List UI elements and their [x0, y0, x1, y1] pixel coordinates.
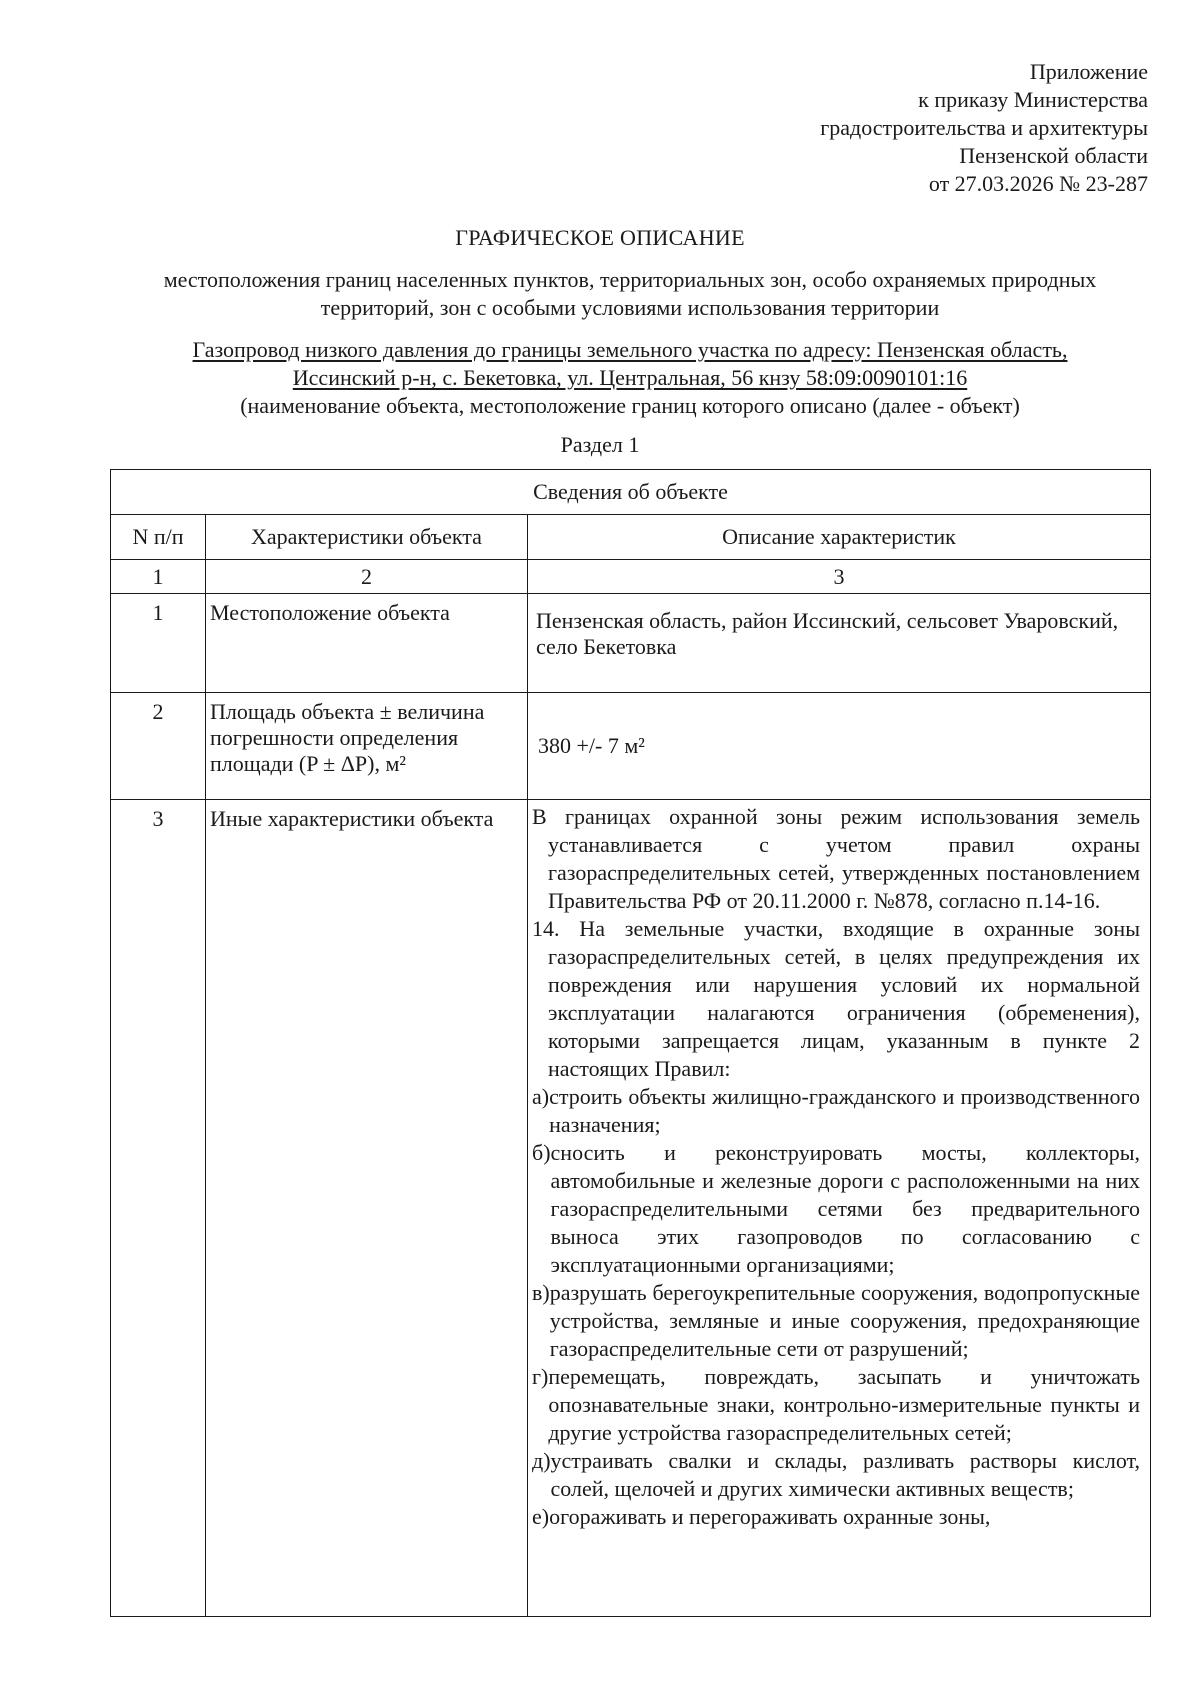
- appendix-block: [820, 58, 1148, 198]
- row-label: Местоположение объекта: [206, 594, 528, 693]
- table-column-numbers-row: [111, 560, 1151, 594]
- object-info-table: [110, 469, 1151, 1617]
- table-header-row: [111, 515, 1151, 560]
- object-name-note: (наименование объекта, местоположение границ которого описано (далее - объект): [240, 393, 1020, 418]
- appendix-line: Приложение: [1029, 59, 1148, 84]
- item-marker: е): [532, 1504, 550, 1529]
- row-value: Пензенская область, район Иссинский, сельсовет Уваровский, село Бекетовка: [528, 594, 1151, 693]
- row-label: Иные характеристики объекта: [206, 800, 528, 1617]
- restriction-item: [532, 1363, 1140, 1447]
- restriction-item: [532, 1279, 1140, 1363]
- item-marker: б): [532, 1140, 551, 1165]
- restriction-item: [532, 1083, 1140, 1139]
- item-text: перемещать, повреждать, засыпать и уничтожать опознавательные знаки, контрольно-измерительные пункты и другие устройства газораспределительных сетей;: [548, 1364, 1140, 1445]
- object-name-line-2: Иссинский р-н, с. Бекетовка, ул. Центральная, 56 кнзу 58:09:0090101:16: [292, 365, 968, 390]
- section-heading: Раздел 1: [560, 432, 640, 457]
- restriction-item: [532, 1447, 1140, 1503]
- item-marker: а): [532, 1084, 550, 1109]
- table-caption: Сведения об объекте: [111, 470, 1151, 515]
- item-marker: д): [532, 1448, 551, 1473]
- row-number: 2: [111, 693, 206, 800]
- object-name-block: [110, 336, 1150, 420]
- appendix-line: к приказу Министерства: [918, 87, 1148, 112]
- header-number: N п/п: [111, 515, 206, 560]
- table-row: [111, 693, 1151, 800]
- row-value: 380 +/- 7 м²: [528, 693, 1151, 800]
- item-marker: в): [532, 1280, 550, 1305]
- item-text: разрушать берегоукрепительные сооружения, водопропускные устройства, земляные и иные сооружения, предохраняющие газораспределительные сети от разрушений;: [549, 1280, 1140, 1361]
- restriction-item: [532, 1503, 1140, 1531]
- row-number: 1: [111, 594, 206, 693]
- document-subtitle: местоположения границ населенных пунктов, территориальных зон, особо охраняемых природных территорий, зон с особыми условиями использования территории: [163, 267, 1097, 320]
- appendix-line: градостроительства и архитектуры: [820, 115, 1148, 140]
- appendix-line: Пензенской области: [959, 143, 1148, 168]
- item-text: строить объекты жилищно-гражданского и производственного назначения;: [549, 1084, 1140, 1137]
- document-title: ГРАФИЧЕСКОЕ ОПИСАНИЕ: [455, 225, 745, 250]
- table-row: [111, 800, 1151, 1617]
- restrictions-intro: В границах охранной зоны режим использования земель устанавливается с учетом правил охраны газораспределительных сетей, утвержденных постановлением Правительства РФ от 20.11.2000 г. №878, согласно п.14-16.: [532, 804, 1140, 913]
- column-number: 2: [206, 560, 528, 594]
- restrictions-clause-14: 14. На земельные участки, входящие в охранные зоны газораспределительных сетей, в целях предупреждения их повреждения или нарушения условий их нормальной эксплуатации налагаются ограничения (обременения), которыми запрещается лицам, указанным в пункте 2 настоящих Правил:: [532, 916, 1140, 1081]
- appendix-order-date: от 27.03.2026 № 23-287: [928, 171, 1148, 196]
- column-number: 3: [528, 560, 1151, 594]
- row-label: Площадь объекта ± величина погрешности определения площади (P ± ΔP), м²: [206, 693, 528, 800]
- header-description: Описание характеристик: [528, 515, 1151, 560]
- object-name-line-1: Газопровод низкого давления до границы земельного участка по адресу: Пензенская область,: [192, 337, 1068, 362]
- header-characteristics: Характеристики объекта: [206, 515, 528, 560]
- item-text: огораживать и перегораживать охранные зоны,: [549, 1504, 991, 1529]
- restriction-item: [532, 1139, 1140, 1279]
- item-text: сносить и реконструировать мосты, коллекторы, автомобильные и железные дороги с расположенными на них газораспределительными сетями без предварительного выноса этих газопроводов по согласованию с эксплуатационными организациями;: [550, 1140, 1140, 1277]
- table-caption-row: [111, 470, 1151, 515]
- column-number: 1: [111, 560, 206, 594]
- item-marker: г): [532, 1364, 549, 1389]
- table-row: [111, 594, 1151, 693]
- row-number: 3: [111, 800, 206, 1617]
- row-value-restrictions: [528, 800, 1151, 1617]
- item-text: устраивать свалки и склады, разливать растворы кислот, солей, щелочей и других химически активных веществ;: [550, 1448, 1140, 1501]
